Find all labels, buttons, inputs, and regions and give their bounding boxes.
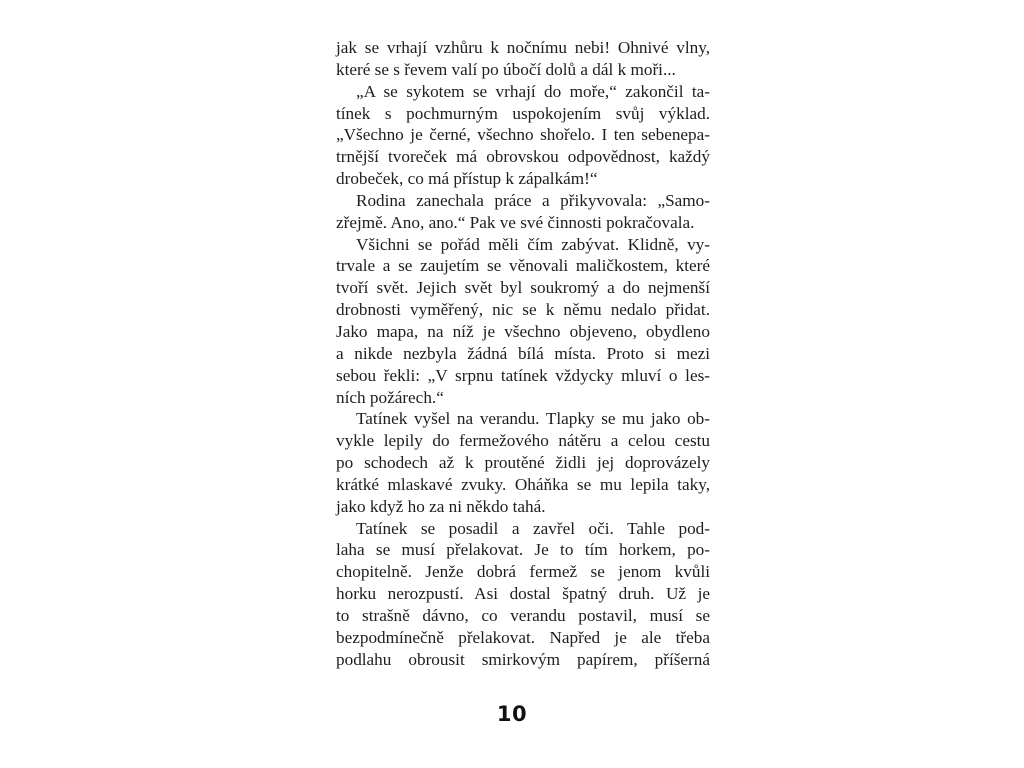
text-line: drobnosti vyměřený, nic se k němu nedalo přidat.: [336, 300, 710, 320]
text-line: „A se sykotem se vrhají do moře,“ zakončil ta-: [356, 81, 710, 101]
page-number: 10: [496, 702, 528, 726]
text-line: krátké mlaskavé zvuky. Oháňka se mu lepila taky,: [336, 474, 710, 494]
text-line: „Všechno je černé, všechno shořelo. I ten sebenepa-: [336, 125, 710, 145]
text-line: podlahu obrousit smirkovým papírem, příšerná: [336, 649, 710, 669]
text-line: Jako mapa, na níž je všechno objeveno, obydleno: [336, 321, 710, 341]
text-line: trvale a se zaujetím se věnovali maličkostem, které: [336, 256, 710, 276]
text-line: Tatínek vyšel na verandu. Tlapky se mu jako ob-: [356, 409, 710, 429]
text-line: tínek s pochmurným uspokojením svůj výklad.: [336, 103, 710, 123]
text-line: chopitelně. Jenže dobrá fermež se jenom kvůli: [336, 562, 710, 582]
text-line: vykle lepily do fermežového nátěru a celou cestu: [336, 431, 710, 451]
text-line: to strašně dávno, co verandu postavil, musí se: [336, 605, 710, 625]
text-line: zřejmě. Ano, ano.“ Pak ve své činnosti pokračovala.: [336, 212, 695, 232]
text-line: Všichni se pořád měli čím zabývat. Klidně, vy-: [356, 234, 710, 254]
text-line: Tatínek se posadil a zavřel oči. Tahle pod-: [356, 518, 710, 538]
text-line: trnější tvoreček má obrovskou odpovědnost, každý: [336, 147, 710, 167]
text-line: tvoří svět. Jejich svět byl soukromý a do nejmenší: [336, 278, 710, 298]
body-text: [336, 37, 710, 670]
text-line: ních požárech.“: [336, 387, 444, 407]
text-line: sebou řekli: „V srpnu tatínek vždycky mluví o les-: [336, 365, 710, 385]
text-line: bezpodmínečně přelakovat. Napřed je ale třeba: [336, 627, 710, 647]
text-line: horku nerozpustí. Asi dostal špatný druh. Už je: [336, 584, 710, 604]
text-line: laha se musí přelakovat. Je to tím horkem, po-: [336, 540, 710, 560]
text-line: Rodina zanechala práce a přikyvovala: „Samo-: [356, 190, 710, 210]
text-line: jak se vrhají vzhůru k nočnímu nebi! Ohnivé vlny,: [336, 38, 710, 57]
text-line: po schodech až k proutěné židli jej doprovázely: [336, 453, 710, 473]
text-line: jako když ho za ni někdo tahá.: [336, 496, 546, 516]
text-line: které se s řevem valí po úbočí dolů a dál k moři...: [336, 59, 676, 79]
text-line: drobeček, co má přístup k zápalkám!“: [336, 169, 598, 189]
text-line: a nikde nezbyla žádná bílá místa. Proto si mezi: [336, 343, 710, 363]
